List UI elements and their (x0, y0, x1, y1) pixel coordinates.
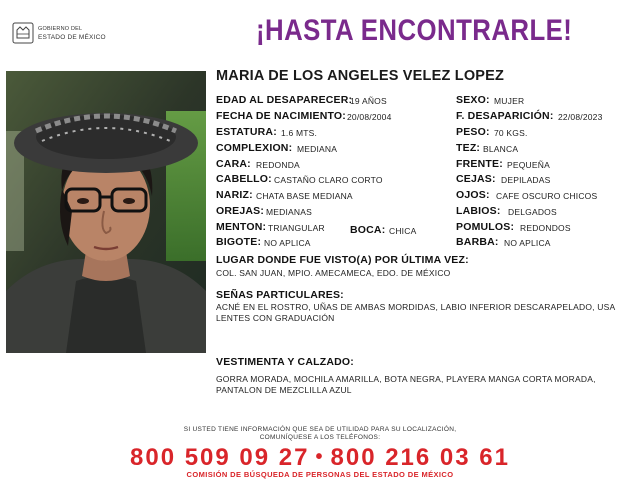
tez-label: TEZ: (456, 142, 481, 154)
info-line1: SI USTED TIENE INFORMACIÓN QUE SEA DE UTILIDAD PARA SU LOCALIZACIÓN, (183, 426, 457, 433)
edad-value: 19 AÑOS (350, 96, 387, 106)
complexion-value: MEDIANA (297, 144, 338, 154)
labios-label: LABIOS: (456, 205, 501, 217)
peso-value: 70 KGS. (494, 128, 528, 138)
boca-label: BOCA: (350, 224, 386, 236)
menton-value: TRIANGULAR (268, 223, 325, 233)
phone-separator: • (315, 446, 325, 468)
nacimiento-label: FECHA DE NACIMIENTO: (216, 110, 346, 122)
cabello-value: CASTAÑO CLARO CORTO (274, 175, 383, 185)
estatura-label: ESTATURA: (216, 126, 277, 138)
ojos-value: CAFE OSCURO CHICOS (496, 191, 598, 201)
labios-value: DELGADOS (508, 207, 557, 217)
government-logo-text (38, 26, 106, 41)
edad-label: EDAD AL DESAPARECER: (216, 94, 353, 106)
person-name: MARIA DE LOS ANGELES VELEZ LOPEZ (216, 68, 505, 84)
lugar-value: COL. SAN JUAN, MPIO. AMECAMECA, EDO. DE MÉXICO (216, 268, 451, 278)
bigote-label: BIGOTE: (216, 236, 262, 248)
orejas-value: MEDIANAS (266, 207, 312, 217)
menton-label: MENTON: (216, 221, 267, 233)
desaparicion-value: 22/08/2023 (558, 112, 603, 122)
state-seal-icon (12, 22, 34, 44)
info-line2: COMUNÍQUESE A LOS TELÉFONOS: (259, 434, 381, 441)
headline: ¡HASTA ENCONTRARLE! (256, 14, 573, 47)
commission-name: COMISIÓN DE BÚSQUEDA DE PERSONAS DEL ESTADO DE MÉXICO (186, 470, 454, 479)
gov-line1: GOBIERNO DEL (38, 26, 83, 32)
phone-numbers (0, 444, 640, 472)
senas-label: SEÑAS PARTICULARES: (216, 289, 344, 301)
nariz-value: CHATA BASE MEDIANA (256, 191, 353, 201)
barba-label: BARBA: (456, 236, 499, 248)
nariz-label: NARIZ: (216, 189, 253, 201)
bigote-value: NO APLICA (264, 238, 311, 248)
barba-value: NO APLICA (504, 238, 551, 248)
contact-info (0, 426, 640, 442)
frente-label: FRENTE: (456, 158, 503, 170)
phone-1[interactable]: 800 509 09 27 (130, 444, 310, 471)
portrait-photo (6, 71, 206, 353)
boca-value: CHICA (389, 226, 417, 236)
cejas-value: DEPILADAS (501, 175, 551, 185)
lugar-label: LUGAR DONDE FUE VISTO(A) POR ÚLTIMA VEZ: (216, 254, 469, 266)
orejas-label: OREJAS: (216, 205, 265, 217)
tez-value: BLANCA (483, 144, 519, 154)
complexion-label: COMPLEXION: (216, 142, 293, 154)
pomulos-value: REDONDOS (520, 223, 571, 233)
nacimiento-value: 20/08/2004 (347, 112, 392, 122)
desaparicion-label: F. DESAPARICIÓN: (456, 110, 554, 122)
ojos-label: OJOS: (456, 189, 490, 201)
sexo-label: SEXO: (456, 94, 490, 106)
frente-value: PEQUEÑA (507, 160, 550, 170)
estatura-value: 1.6 MTS. (281, 128, 318, 138)
sexo-value: MUJER (494, 96, 525, 106)
cara-label: CARA: (216, 158, 251, 170)
phone-2[interactable]: 800 216 03 61 (330, 444, 510, 471)
vestimenta-value: GORRA MORADA, MOCHILA AMARILLA, BOTA NEGRA, PLAYERA MANGA CORTA MORADA, PANTALON DE MEZCLILLA AZUL (216, 374, 596, 395)
cabello-label: CABELLO: (216, 173, 272, 185)
cara-value: REDONDA (256, 160, 300, 170)
cejas-label: CEJAS: (456, 173, 496, 185)
pomulos-label: POMULOS: (456, 221, 515, 233)
vestimenta-label: VESTIMENTA Y CALZADO: (216, 356, 354, 368)
peso-label: PESO: (456, 126, 490, 138)
senas-value: ACNÉ EN EL ROSTRO, UÑAS DE AMBAS MORDIDAS, LABIO INFERIOR DESCARAPELADO, USA LENTES CON GRADUACIÓN (216, 302, 615, 323)
gov-line2: ESTADO DE MÉXICO (38, 33, 106, 41)
